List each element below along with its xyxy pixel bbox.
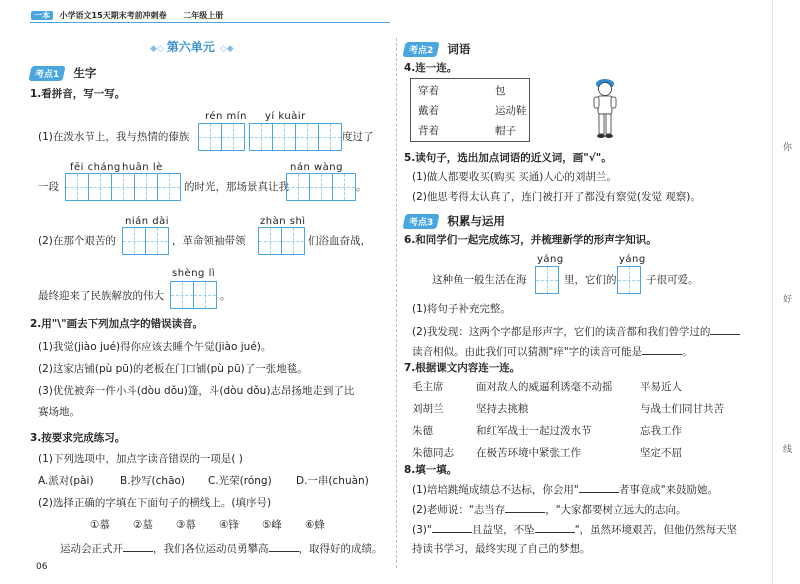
q1-s1-before: (1)在泼水节上，我与热情的傣族 (38, 131, 190, 143)
q7-c1-1[interactable]: 毛主席 (412, 381, 444, 393)
q6-sent-b: 里，它们的 (564, 274, 617, 286)
q3-opt-a[interactable]: A.派对(pài) (38, 475, 94, 487)
q7-c2-1[interactable]: 面对敌人的威逼利诱毫不动摇 (476, 381, 613, 393)
pinyin-zhanshi: zhàn shì (260, 216, 306, 227)
q3-choice-2: ②墓 (133, 519, 153, 531)
kd3-heading: 考点3 积累与运用 (404, 210, 505, 229)
q7-c3-1[interactable]: 平易近人 (640, 381, 682, 393)
q7-c2-4[interactable]: 在极苦环境中紧张工作 (476, 447, 581, 459)
q7-c2-2[interactable]: 坚持去挑粮 (476, 403, 529, 415)
q4-right-2[interactable]: 运动鞋 (495, 105, 527, 117)
column-divider (396, 38, 398, 568)
q6-sent-c: 子很可爱。 (646, 274, 699, 286)
kd2-badge: 考点2 (402, 42, 439, 57)
side-label-1: 你 (783, 143, 793, 153)
q4-label: 4.连一连。 (404, 62, 458, 74)
grid-renmin[interactable] (198, 123, 245, 151)
grid-nanwang[interactable] (286, 173, 356, 201)
q1-s1-after: 度过了 (342, 131, 374, 143)
q1-s2b-before: 最终迎来了民族解放的伟大 (38, 290, 164, 302)
kd2-heading: 考点2 词语 (404, 38, 470, 57)
q4-right-3[interactable]: 帽子 (495, 125, 516, 137)
q8-line3b: 持读书学习，最终实现了自己的梦想。 (412, 543, 591, 555)
pinyin-niandai: nián dài (125, 216, 170, 227)
grid-zhanshi[interactable] (258, 227, 305, 255)
q6-label: 6.和同学们一起完成练习，并梳理新学的形声字知识。 (404, 234, 657, 246)
kd1-badge: 考点1 (28, 66, 65, 81)
q5-label: 5.读句子，选出加点词语的近义词，画"√"。 (404, 152, 612, 164)
q7-c2-3[interactable]: 和红军战士一起过泼水节 (476, 425, 592, 437)
pinyin-feichang: fēi cháng (70, 162, 121, 173)
q4-left-1[interactable]: 穿着 (418, 85, 439, 97)
q3-line1: (1)下列选项中，加点字读音错误的一项是( ) (38, 453, 243, 465)
q7-c3-2[interactable]: 与战士们同甘共苦 (640, 403, 724, 415)
q7-label: 7.根据课文内容连一连。 (404, 362, 521, 374)
q3-blank-1[interactable] (123, 541, 153, 552)
kd1-heading: 考点1 生字 (30, 62, 96, 81)
q1-label: 1.看拼音，写一写。 (30, 88, 126, 100)
q2-line3: (3)优优被奔一件小斗(dòu dǒu)篷，斗(dòu dǒu)志昂扬地走到了比 (38, 385, 355, 397)
q7-c1-3[interactable]: 朱德 (412, 425, 433, 437)
q8-blank-1[interactable] (579, 482, 619, 493)
q8-line1: (1)培培跳绳成绩总不达标，你会用" 者事竟成"来鼓励她。 (412, 484, 719, 496)
q6-line2b: 读音相似。由此我们可以猜测"痒"字的读音可能是 。 (412, 346, 693, 358)
unit-title: ◆◇ 第六单元 ◇◆ (150, 40, 234, 54)
q1-s2-after: 们浴血奋战， (308, 235, 371, 247)
q2-line3b: 赛场地。 (38, 406, 80, 418)
q3-choice-6: ⑥蜂 (305, 519, 325, 531)
side-label-3: 线 (783, 445, 793, 455)
q2-label: 2.用"\"画去下列加点字的错误读音。 (30, 318, 204, 330)
q8-label: 8.填一填。 (404, 464, 458, 476)
q3-line3: 运动会正式开 ，我们各位运动员勇攀高 ，取得好的成绩。 (60, 543, 383, 555)
q1-s2b-end: 。 (220, 290, 231, 302)
q8-line2: (2)老师说："志当存 ，"大家都要树立远大的志向。 (412, 504, 687, 516)
q3-label: 3.按要求完成练习。 (30, 432, 126, 444)
q3-opt-d[interactable]: D.一串(chuàn) (296, 475, 369, 487)
q6-line2: (2)我发现：这两个字都是形声字，它们的读音都和我们曾学过的 (412, 324, 740, 339)
q5-line2: (2)他思考得太认真了，连门被打开了都没有察觉(发觉 观察)。 (412, 191, 701, 203)
grid-yang-2[interactable] (617, 266, 641, 294)
pinyin-yang-2: yáng (619, 254, 646, 265)
q4-right-1[interactable]: 包 (495, 85, 506, 97)
grid-niandai[interactable] (122, 227, 169, 255)
q1-s2-mid: ，革命领袖带领 (172, 235, 246, 247)
q7-c3-3[interactable]: 忘我工作 (640, 425, 682, 437)
side-label-2: 好 (783, 295, 793, 305)
q5-line1: (1)做人都要收买(购买 买通)人心的刘胡兰。 (412, 171, 617, 183)
pinyin-huanle: huān lè (122, 162, 163, 173)
q4-left-2[interactable]: 戴着 (418, 105, 439, 117)
book-title: 小学语文15天期末考前冲刺卷 (59, 11, 167, 20)
q3-choice-1: ①慕 (90, 519, 110, 531)
q1-s2-before: (2)在那个艰苦的 (38, 235, 116, 247)
q3-line2: (2)选择正确的字填在下面句子的横线上。(填序号) (38, 497, 272, 509)
pinyin-yikuair: yí kuàir (265, 111, 306, 122)
q6-blank-2[interactable] (642, 344, 682, 355)
q2-line2: (2)这家店铺(pù pū)的老板在门口铺(pù pū)了一张地毯。 (38, 363, 308, 375)
q8-blank-3[interactable] (432, 522, 472, 533)
q3-choice-3: ③幕 (176, 519, 196, 531)
header-rule (30, 22, 390, 23)
kd3-badge: 考点3 (402, 214, 439, 229)
q7-c1-2[interactable]: 刘胡兰 (412, 403, 444, 415)
grade-label: 二年级上册 (183, 11, 224, 20)
q3-choice-4: ④锋 (219, 519, 239, 531)
grid-yang-1[interactable] (535, 266, 559, 294)
brand-badge: 一本 (31, 11, 53, 20)
pinyin-yang-1: yáng (537, 254, 564, 265)
q6-blank-1[interactable] (710, 324, 740, 335)
boy-illustration (588, 74, 622, 142)
q3-choice-5: ⑤峰 (262, 519, 282, 531)
q1-s1b-end: 。 (356, 181, 367, 193)
q2-line1: (1)我觉(jiào jué)得你应该去睡个午觉(jiào jué)。 (38, 341, 272, 353)
grid-yikuair[interactable] (249, 123, 342, 151)
pinyin-renmin: rén mín (205, 111, 247, 122)
q3-opt-b[interactable]: B.抄写(chāo) (120, 475, 186, 487)
q3-opt-c[interactable]: C.光荣(róng) (208, 475, 272, 487)
q6-line1: (1)将句子补充完整。 (412, 303, 511, 315)
page-edge (772, 0, 774, 584)
q8-blank-4[interactable] (535, 522, 575, 533)
page-number: 06 (36, 562, 48, 572)
q1-s1b-before: 一段 (38, 181, 59, 193)
q7-c1-4[interactable]: 朱德同志 (412, 447, 454, 459)
q8-blank-2[interactable] (505, 502, 545, 513)
q7-c3-4[interactable]: 坚定不屈 (640, 447, 682, 459)
header (31, 10, 223, 21)
q6-sent-a: 这种鱼一般生活在海 (432, 274, 527, 286)
grid-feichang-huanle[interactable] (65, 173, 181, 201)
pinyin-shengli: shèng lì (172, 268, 216, 279)
pinyin-nanwang: nán wàng (290, 162, 343, 173)
q1-s1b-mid: 的时光，那场景真让我 (184, 181, 289, 193)
grid-shengli[interactable] (170, 281, 217, 309)
q8-line3: (3)" 且益坚，不坠 "，虽然环境艰苦，但他仍然每天坚 (412, 524, 738, 536)
q4-left-3[interactable]: 背着 (418, 125, 439, 137)
q3-blank-2[interactable] (269, 541, 299, 552)
